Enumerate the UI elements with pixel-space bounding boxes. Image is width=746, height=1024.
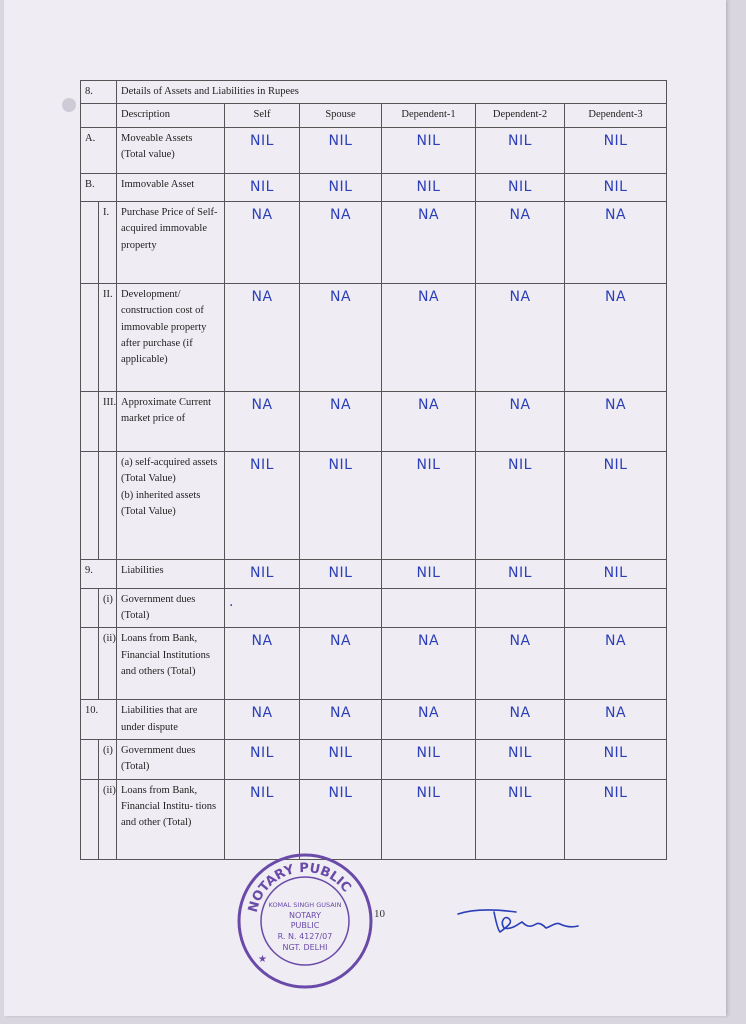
value-cell: NIL: [382, 739, 476, 779]
value-cell: NIL: [300, 127, 382, 173]
value-cell: NA: [225, 700, 300, 740]
value-cell: NA: [382, 284, 476, 392]
row-description: Government dues (Total): [117, 739, 225, 779]
value-cell: NIL: [225, 173, 300, 202]
table-row: [81, 560, 667, 589]
row-number: III.: [99, 392, 117, 452]
value-cell: NA: [476, 284, 565, 392]
desc-line: (a) self-acquired assets (Total Value): [121, 457, 218, 485]
value-cell: NIL: [565, 779, 667, 859]
row-description: Development/ construction cost of immovable property after purchase (if applicable): [117, 284, 225, 392]
header-dependent-2: Dependent-2: [476, 104, 565, 127]
header-dependent-3: Dependent-3: [565, 104, 667, 127]
stamp-reg-number: R. N. 4127/07: [277, 932, 333, 941]
row-number: 10.: [81, 700, 117, 740]
value-cell: NIL: [300, 560, 382, 589]
value-cell: NA: [476, 392, 565, 452]
value-cell: NA: [300, 284, 382, 392]
value-cell: NIL: [300, 452, 382, 560]
row-number: (i): [99, 739, 117, 779]
value-cell: NA: [300, 628, 382, 700]
value-cell: NIL: [476, 560, 565, 589]
value-cell: NIL: [300, 779, 382, 859]
value-cell: NIL: [382, 452, 476, 560]
value-cell: NA: [225, 628, 300, 700]
value-cell: NA: [565, 392, 667, 452]
value-cell: NIL: [476, 779, 565, 859]
value-cell: NA: [476, 628, 565, 700]
value-cell: [476, 588, 565, 628]
value-cell: NA: [476, 202, 565, 284]
page-number: 10: [374, 908, 385, 920]
section-title: Details of Assets and Liabilities in Rupees: [117, 81, 667, 104]
value-cell: NA: [382, 700, 476, 740]
row-number: (i): [99, 588, 117, 628]
row-number: II.: [99, 284, 117, 392]
value-cell: NA: [565, 284, 667, 392]
value-cell: NA: [382, 392, 476, 452]
value-cell: NA: [300, 700, 382, 740]
signature: [456, 900, 586, 940]
value-cell: NA: [476, 700, 565, 740]
table-row: [81, 202, 667, 284]
value-cell: NIL: [565, 739, 667, 779]
header-description: Description: [117, 104, 225, 127]
row-description: Immovable Asset: [117, 173, 225, 202]
value-cell: NIL: [300, 173, 382, 202]
stamp-city: NGT. DELHI: [282, 943, 328, 952]
stamp-line: PUBLIC: [290, 921, 320, 930]
value-cell: NIL: [476, 739, 565, 779]
value-cell: NIL: [476, 127, 565, 173]
header-dependent-1: Dependent-1: [382, 104, 476, 127]
value-cell: NIL: [225, 452, 300, 560]
row-description: Liabilities that are under dispute: [117, 700, 225, 740]
value-cell: NA: [565, 202, 667, 284]
value-cell: NIL: [565, 560, 667, 589]
table-row: [81, 628, 667, 700]
value-cell: NA: [225, 202, 300, 284]
row-number: B.: [81, 173, 117, 202]
value-cell: NA: [382, 628, 476, 700]
value-cell: NIL: [382, 560, 476, 589]
punch-hole: [62, 98, 76, 112]
value-cell: NIL: [225, 779, 300, 859]
row-description: Government dues (Total): [117, 588, 225, 628]
value-cell: NIL: [565, 452, 667, 560]
row-number: 9.: [81, 560, 117, 589]
stamp-top-text: NOTARY PUBLIC: [245, 860, 354, 915]
value-cell: .: [225, 588, 300, 628]
table-row: [81, 700, 667, 740]
desc-line: Moveable Assets: [121, 132, 193, 144]
header-row: [81, 104, 667, 127]
assets-liabilities-table: [80, 80, 667, 860]
table-row: [81, 392, 667, 452]
value-cell: NA: [300, 392, 382, 452]
value-cell: NA: [565, 628, 667, 700]
table-row: [81, 284, 667, 392]
value-cell: NIL: [225, 739, 300, 779]
value-cell: [565, 588, 667, 628]
value-cell: NA: [225, 284, 300, 392]
table-row: [81, 452, 667, 560]
section-title-row: [81, 81, 667, 104]
table-row: [81, 588, 667, 628]
value-cell: NIL: [476, 452, 565, 560]
table-row: [81, 173, 667, 202]
row-description: Loans from Bank, Financial Institutions and others (Total): [117, 628, 225, 700]
value-cell: NA: [225, 392, 300, 452]
value-cell: NIL: [300, 739, 382, 779]
row-description: Approximate Current market price of: [117, 392, 225, 452]
value-cell: [382, 588, 476, 628]
stamp-name: KOMAL SINGH GUSAIN: [268, 901, 342, 909]
row-description: Liabilities: [117, 560, 225, 589]
value-cell: [300, 588, 382, 628]
desc-line: (b) inherited assets (Total Value): [121, 489, 201, 518]
row-number: I.: [99, 202, 117, 284]
header-spouse: Spouse: [300, 104, 382, 127]
value-cell: NIL: [225, 127, 300, 173]
row-description: Purchase Price of Self-acquired immovable property: [117, 202, 225, 284]
table-row: [81, 127, 667, 173]
value-cell: NIL: [382, 173, 476, 202]
desc-line: (Total value): [121, 148, 175, 160]
row-description: Loans from Bank, Financial Institu- tions and other (Total): [117, 779, 225, 859]
value-cell: NA: [565, 700, 667, 740]
notary-stamp: [236, 852, 374, 990]
header-self: Self: [225, 104, 300, 127]
row-number: A.: [81, 127, 117, 173]
value-cell: NIL: [382, 779, 476, 859]
value-cell: NIL: [565, 173, 667, 202]
value-cell: NIL: [225, 560, 300, 589]
table-row: [81, 779, 667, 859]
stamp-line: NOTARY: [289, 911, 321, 920]
row-description: [117, 127, 225, 173]
value-cell: NIL: [382, 127, 476, 173]
row-description: [117, 452, 225, 560]
value-cell: NA: [300, 202, 382, 284]
row-number: (ii): [99, 628, 117, 700]
value-cell: NA: [382, 202, 476, 284]
stamp-star-icon: ★: [258, 954, 267, 965]
section-number: 8.: [81, 81, 117, 104]
value-cell: NIL: [476, 173, 565, 202]
value-cell: NIL: [565, 127, 667, 173]
document-page: [4, 0, 726, 1016]
row-number: (ii): [99, 779, 117, 859]
table-row: [81, 739, 667, 779]
